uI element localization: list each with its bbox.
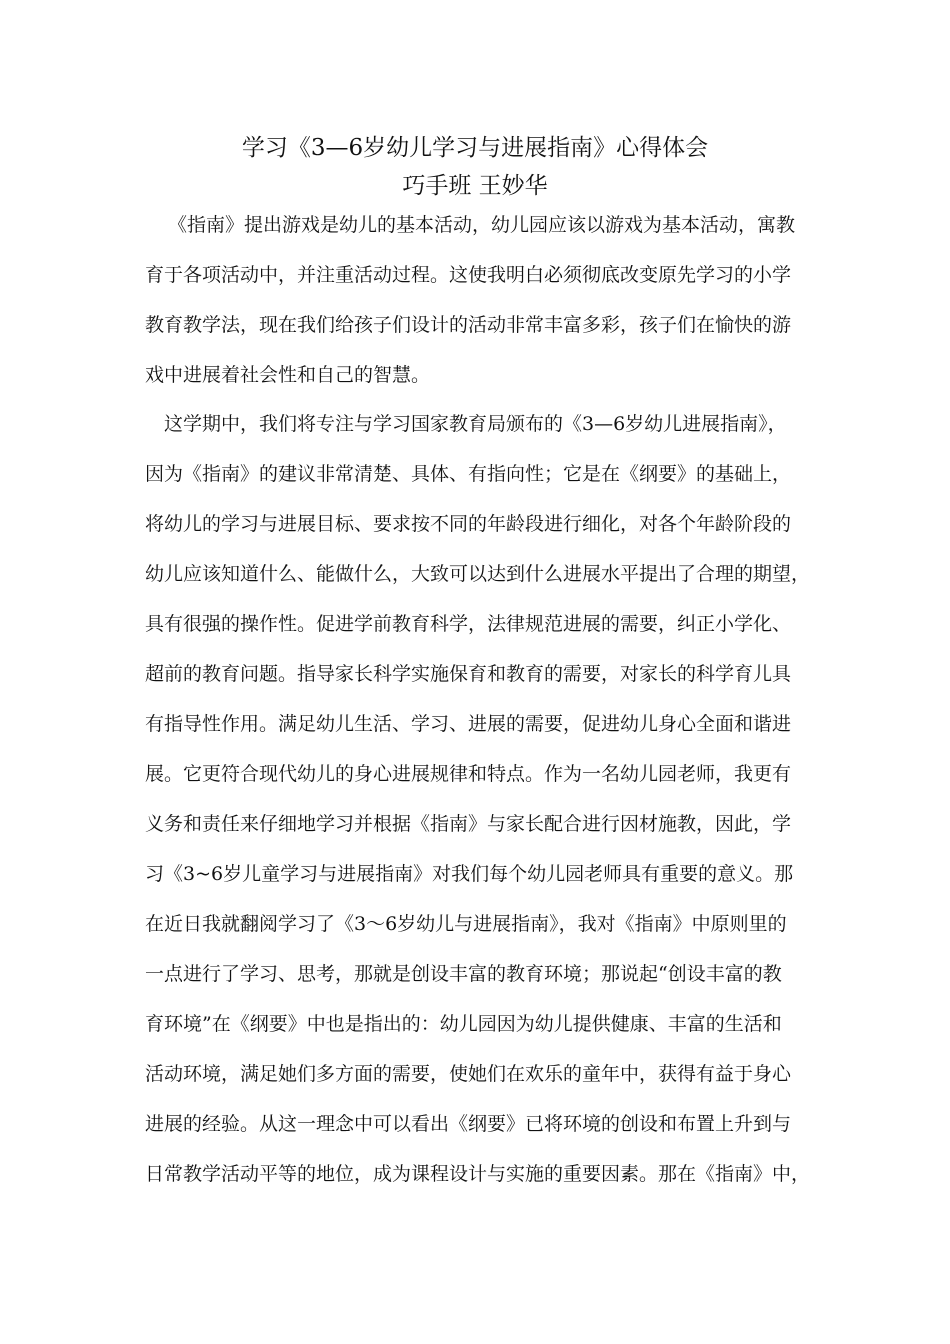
paragraph-line: 一点进行了学习、思考，那就是创设丰富的教育环境；那说起“创设丰富的教	[145, 963, 782, 985]
paragraph-line: 育环境”在《纲要》中也是指出的：幼儿园因为幼儿提供健康、丰富的生活和	[145, 1013, 782, 1035]
paragraph-line: 活动环境，满足她们多方面的需要，使她们在欢乐的童年中，获得有益于身心	[145, 1063, 792, 1085]
paragraph-line: 进展的经验。从这一理念中可以看出《纲要》已将环境的创设和布置上升到与	[145, 1113, 792, 1135]
paragraph-line: 习《3~6岁儿童学习与进展指南》对我们每个幼儿园老师具有重要的意义。那	[145, 863, 794, 885]
paragraph-line: 日常教学活动平等的地位，成为课程设计与实施的重要因素。那在《指南》中，	[145, 1163, 811, 1185]
paragraph-line: 具有很强的操作性。促进学前教育科学，法律规范进展的需要，纠正小学化、	[145, 613, 792, 635]
paragraph-line: 将幼儿的学习与进展目标、要求按不同的年龄段进行细化，对各个年龄阶段的	[145, 513, 792, 535]
paragraph-line: 超前的教育问题。指导家长科学实施保育和教育的需要，对家长的科学育儿具	[145, 663, 792, 685]
paragraph-line: 有指导性作用。满足幼儿生活、学习、进展的需要，促进幼儿身心全面和谐进	[145, 713, 792, 735]
paragraph-line: 教育教学法，现在我们给孩子们设计的活动非常丰富多彩，孩子们在愉快的游	[145, 314, 792, 336]
paragraph-line: 幼儿应该知道什么、能做什么，大致可以达到什么进展水平提出了合理的期望，	[145, 563, 811, 585]
paragraph-line: 在近日我就翻阅学习了《3～6岁幼儿与进展指南》，我对《指南》中原则里的	[145, 913, 787, 935]
paragraph-line: 育于各项活动中，并注重活动过程。这使我明白必须彻底改变原先学习的小学	[145, 264, 792, 286]
paragraph-line: 这学期中，我们将专注与学习国家教育局颁布的《3—6岁幼儿进展指南》，	[164, 413, 787, 435]
paragraph-line: 义务和责任来仔细地学习并根据《指南》与家长配合进行因材施教，因此，学	[145, 813, 792, 835]
paragraph-line: 戏中进展着社会性和自己的智慧。	[145, 364, 431, 386]
paragraph-line: 展。它更符合现代幼儿的身心进展规律和特点。作为一名幼儿园老师，我更有	[145, 763, 792, 785]
paragraph-line: 因为《指南》的建议非常清楚、具体、有指向性；它是在《纲要》的基础上，	[145, 463, 792, 485]
paragraph-line: 《指南》提出游戏是幼儿的基本活动，幼儿园应该以游戏为基本活动，寓教	[168, 214, 796, 236]
document-title: 学习《3—6岁幼儿学习与进展指南》心得体会	[241, 135, 709, 161]
author-line: 巧手班 王妙华	[402, 173, 548, 199]
